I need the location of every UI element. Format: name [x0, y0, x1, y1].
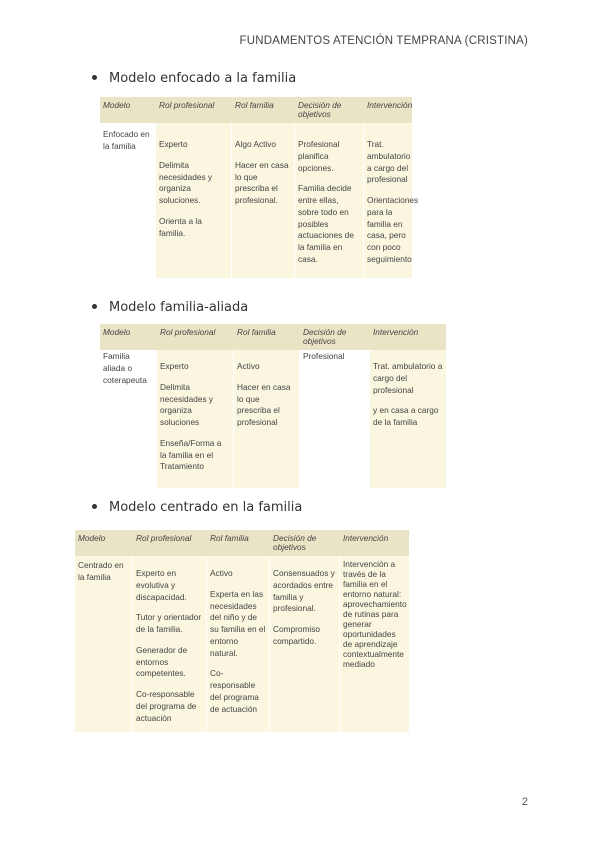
- cell-rol-familia: Algo Activo Hacer en casa lo que prescriba el profesional.: [232, 123, 295, 278]
- table-aliada: [100, 324, 446, 488]
- header-rol-profesional: Rol profesional: [136, 533, 192, 543]
- header-rol-familia: Rol familia: [237, 327, 276, 337]
- table-row: [100, 350, 446, 488]
- table-header: [100, 97, 412, 123]
- cell-modelo: Familia aliada o coterapeuta: [100, 350, 157, 488]
- header-rol-profesional: Rol profesional: [159, 100, 215, 110]
- section-title-aliada: [92, 300, 248, 315]
- table-row: [75, 556, 409, 732]
- cell-intervencion: Trat. ambulatorio a cargo del profesional Orientaciones para la familia en casa, pero con poco seguimiento: [367, 139, 419, 265]
- document-header: FUNDAMENTOS ATENCIÓN TEMPRANA (CRISTINA): [239, 35, 528, 47]
- cell-modelo: Enfocado en la familia: [100, 123, 156, 278]
- bullet-icon: [92, 75, 97, 80]
- cell-intervencion: Trat. ambulatorio a cargo del profesional y en casa a cargo de la familia: [373, 361, 443, 428]
- page-number: 2: [521, 796, 528, 808]
- bullet-icon: [92, 504, 97, 509]
- section-title-text: Modelo familia-aliada: [109, 300, 249, 315]
- header-intervencion: Intervención: [373, 327, 419, 337]
- header-rol-profesional: Rol profesional: [160, 327, 216, 337]
- table-header: [75, 530, 409, 556]
- section-title-centrado: [92, 500, 302, 515]
- header-intervencion: Intervención: [343, 533, 389, 543]
- section-title-text: Modelo centrado en la familia: [109, 500, 303, 515]
- cell-decision: Consensuados y acordados entre familia y profesional. Compromiso compartido.: [270, 556, 340, 732]
- cell-decision: Profesional: [300, 350, 370, 488]
- cell-modelo: Centrado en la familia: [75, 556, 133, 732]
- header-rol-familia: Rol familia: [210, 533, 249, 543]
- bullet-icon: [92, 304, 97, 309]
- table-enfocado: [100, 97, 419, 278]
- section-title-enfocado: [92, 71, 296, 86]
- cell-rol-familia: Activo Hacer en casa lo que prescriba el profesional: [234, 350, 300, 488]
- header-modelo: Modelo: [100, 97, 156, 123]
- cell-rol-familia: Activo Experta en las necesidades del niño y de su familia en el entorno natural. Co-responsable del programa de actuación: [207, 556, 270, 732]
- header-decision: Decisión de objetivos: [273, 533, 317, 553]
- header-intervencion: Intervención: [367, 100, 413, 110]
- table-row: [100, 123, 419, 278]
- table-centrado: [75, 530, 409, 732]
- header-decision: Decisión de objetivos: [298, 100, 342, 120]
- cell-intervencion: Intervención a través de la familia en el entorno natural: aprovechamiento de rutinas para generar oportunidades de aprendizaje contextualmente mediado: [343, 559, 407, 669]
- cell-rol-profesional: Experto Delimita necesidades y organiza soluciones Enseña/Forma a la familia en el Tratamiento: [157, 350, 234, 488]
- cell-rol-profesional: Experto en evolutiva y discapacidad. Tutor y orientador de la familia. Generador de entornos competentes. Co-responsable del programa de actuación: [133, 556, 207, 732]
- header-modelo: Modelo: [100, 324, 157, 350]
- header-modelo: Modelo: [75, 530, 133, 556]
- header-decision: Decisión de objetivos: [303, 327, 347, 347]
- header-rol-familia: Rol familia: [235, 100, 274, 110]
- section-title-text: Modelo enfocado a la familia: [109, 71, 297, 86]
- table-header: [100, 324, 446, 350]
- cell-decision: Profesional planifica opciones. Familia decide entre ellas, sobre todo en posibles actuaciones de la familia en casa.: [295, 123, 364, 278]
- cell-rol-profesional: Experto Delimita necesidades y organiza soluciones. Orienta a la familia.: [156, 123, 232, 278]
